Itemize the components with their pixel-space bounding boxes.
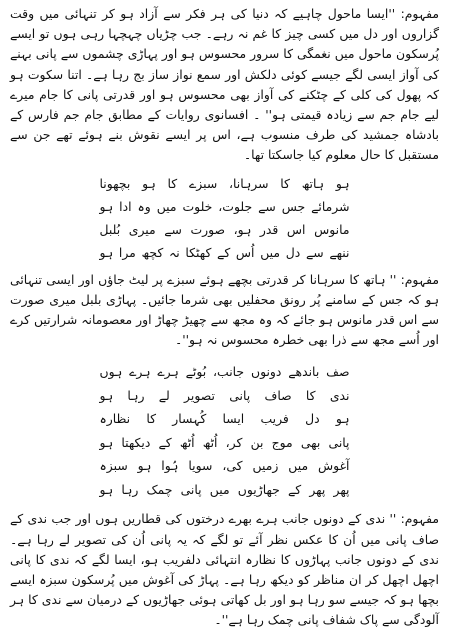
verse-line: ندی کا صاف پانی تصویر لے رہا ہو — [99, 387, 350, 403]
verse-line: ننھے سے دل میں اُس کے کھٹکا نہ کچھ مرا ہو — [99, 244, 350, 260]
verse-line: مانوس اس قدر ہو، صورت سے میری بُلبل — [99, 221, 350, 237]
verse-line: ہو دل فریب ایسا کُہسار کا نظارہ — [99, 411, 350, 427]
explanation-paragraph-2: مفہوم: '' ہاتھ کا سرہانا کر قدرتی بچھے ہوئے سبزے پر لیٹ جاؤں اور ایسی تنہائی ہو کہ جس کے سامنے پُر رونق محفلیں بھی شرما جائیں۔ پہاڑی بلبل میری صورت سے اس قدر مانوس ہو جائے کہ وہ مجھ سے چھیڑ چھاڑ اور معصومانہ شرارتیں کرے اور اُسے مجھ سے ذرا بھی خطرہ محسوس نہ ہو''۔ — [10, 271, 439, 348]
verse-line: صف باندھے دونوں جانب، بُوٹے ہرے ہرے ہوں — [99, 364, 350, 380]
explanation-paragraph-1: مفہوم: ''ایسا ماحول چاہیے کہ دنیا کی ہر فکر سے آزاد ہو کر تنہائی میں وقت گزاروں اور دل میں کسی چیز کا غم نہ رہے۔ جب چڑیاں چہچہا رہی ہوں تو ایسے پُرسکون ماحول میں نغمگی کا سرور محسوس ہو اور پہاڑی چشموں سے پانی بہنے کی آواز ایسی لگے جیسے کوئی دلکش اور سمع نواز ساز بج رہا ہے۔ اتنا سکوت ہو کہ پھول کی کلی کے چٹکنے کی آواز بھی محسوس ہو اور قدرتی پانی کا جام میرے لیے جام جم سے زیادہ قیمتی ہو'' ۔ افسانوی روایات کے مطابق جام جم فارس کے بادشاہ جمشید کی طرف منسوب ہے، اس پر ایسے نقوش بنے ہوئے تھے جن سے مستقبل کا حال معلوم کیا جاسکتا تھا۔ — [10, 6, 439, 163]
poem-stanza-1 — [100, 172, 350, 264]
poem-stanza-2 — [100, 360, 350, 501]
verse-line: ہو ہاتھ کا سرہانا، سبزے کا ہو بچھونا — [99, 175, 350, 191]
verse-line: پھر پھر کے جھاڑیوں میں پانی چمک رہا ہو — [99, 481, 350, 497]
verse-line: پانی بھی موج بن کر، اُٹھ اُٹھ کے دیکھتا ہو — [99, 434, 350, 450]
explanation-paragraph-3: مفہوم: '' ندی کے دونوں جانب ہرے بھرے درختوں کی قطاریں ہوں اور جب ندی کے صاف پانی میں اُن کا عکس نظر آئے تو لگے کہ یہ پانی اُن کی تصویر لے رہا ہے۔ ندی کے دونوں جانب پہاڑوں کا نظارہ انتہائی دلفریب ہو، ایسا لگے کہ ندی کا پانی اچھل اچھل کر ان مناظر کو دیکھ رہا ہے۔ پہاڑ کی آغوش میں پُرسکون سبزہ ایسے بچھا ہو کہ جیسے سو رہا ہو اور بل کھاتی ہوئی جھاڑیوں کے درمیان سے ندی کا ہر آلودگی سے پاک شفاف پانی چمک رہا ہے''۔ — [10, 511, 439, 628]
verse-line: شرمائے جس سے جلوت، خلوت میں وہ ادا ہو — [99, 198, 350, 214]
verse-line: آغوش میں زمیں کی، سویا ہُوا ہو سبزہ — [99, 458, 350, 474]
